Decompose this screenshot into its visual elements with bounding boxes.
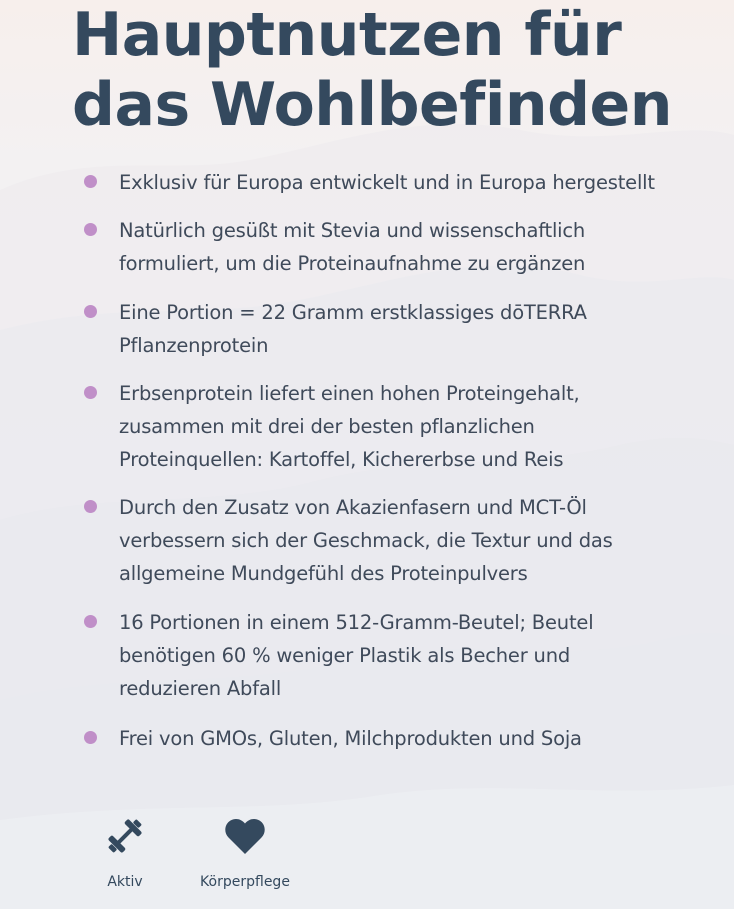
bullet-dot-icon [84,386,97,399]
dumbbell-icon [103,814,147,858]
page-title-line-1: Hauptnutzen für [72,0,622,70]
page-title-line-2: das Wohlbefinden [72,70,672,140]
bullet-dot-icon [84,175,97,188]
bullet-dot-icon [84,305,97,318]
page-title [72,0,712,140]
category-koerperpflege[interactable] [190,814,300,890]
benefit-text: 16 Portionen in einem 512-Gramm-Beutel; Beutel benötigen 60 % weniger Plastik als Becher und reduzieren Abfall [119,611,594,700]
bullet-dot-icon [84,615,97,628]
category-aktiv[interactable] [92,814,158,890]
category-label: Körperpflege [200,874,290,890]
benefit-text: Frei von GMOs, Gluten, Milchprodukten und Soja [119,727,582,750]
benefit-text: Erbsenprotein liefert einen hohen Proteingehalt, zusammen mit drei der besten pflanzlichen Proteinquellen: Kartoffel, Kichererbse und Reis [119,382,580,471]
benefit-text: Durch den Zusatz von Akazienfasern und MCT-Öl verbessern sich der Geschmack, die Textur und das allgemeine Mundgefühl des Proteinpulvers [119,496,613,585]
category-label: Aktiv [107,874,143,890]
bullet-dot-icon [84,500,97,513]
bullet-dot-icon [84,223,97,236]
benefit-text: Exklusiv für Europa entwickelt und in Europa hergestellt [119,171,655,194]
heart-icon [223,814,267,858]
benefit-text: Natürlich gesüßt mit Stevia und wissenschaftlich formuliert, um die Proteinaufnahme zu ergänzen [119,219,586,275]
benefit-text: Eine Portion = 22 Gramm erstklassiges dōTERRA Pflanzenprotein [119,301,587,357]
bullet-dot-icon [84,731,97,744]
